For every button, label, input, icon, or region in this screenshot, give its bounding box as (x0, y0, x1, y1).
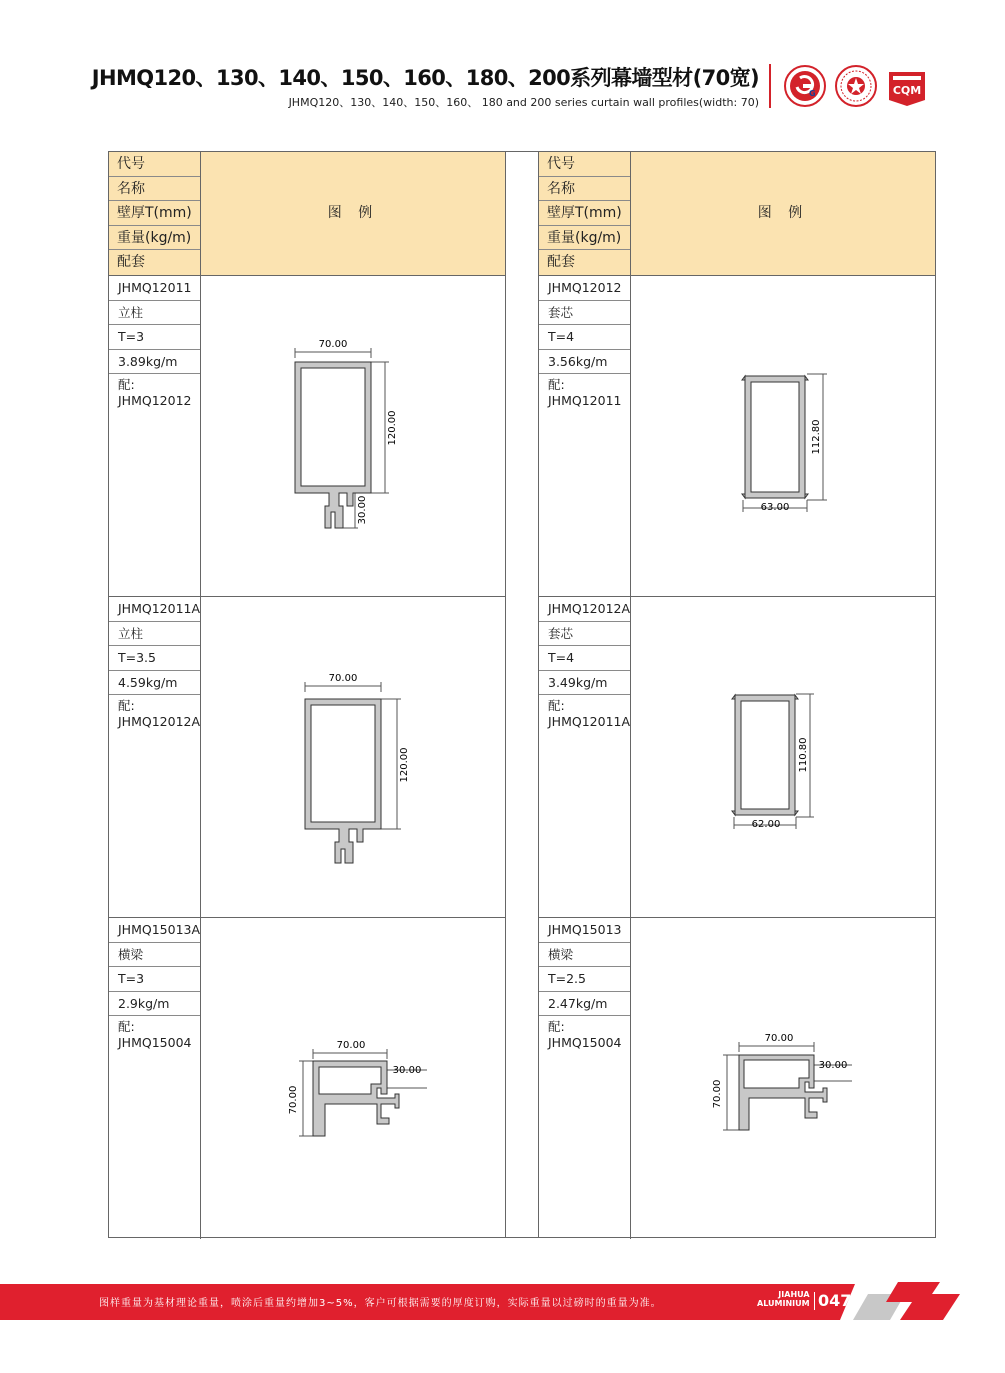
dim-width: 63.00 (760, 502, 790, 513)
quality-seal-icon (834, 64, 878, 108)
header-match-label: 配套 (117, 254, 145, 271)
table-row (109, 918, 505, 1239)
brand-mark (757, 1290, 810, 1308)
dim-width: 70.00 (336, 1040, 366, 1051)
profile-weight: 2.47kg/m (539, 992, 630, 1017)
footer-note: 图样重量为基材理论重量，喷涂后重量约增加3~5%，客户可根据需要的厚度订购，实际重量以过磅时的重量为准。 (99, 1298, 662, 1309)
table-row (109, 276, 505, 597)
profile-name: 套芯 (539, 622, 630, 647)
table-row (109, 597, 505, 918)
match-label: 配: (548, 1019, 565, 1034)
dim-tab: 30.00 (392, 1065, 422, 1076)
profile-name: 立柱 (109, 301, 200, 326)
match-code: JHMQ12012 (118, 393, 192, 408)
table-row (539, 918, 935, 1239)
profile-weight: 4.59kg/m (109, 671, 200, 696)
header-thickness-label: 壁厚T(mm) (539, 201, 630, 226)
brand-line2: ALUMINIUM (757, 1299, 810, 1308)
dim-width: 70.00 (764, 1033, 794, 1044)
page-subtitle: JHMQ120、130、140、150、160、 180 and 200 series curtain wall profiles(width: 70) (288, 96, 759, 109)
profile-drawing (631, 597, 935, 917)
profile-drawing (201, 918, 505, 1239)
match-label: 配: (548, 377, 565, 392)
profile-table-right (538, 151, 936, 1238)
profile-weight: 3.49kg/m (539, 671, 630, 696)
header-figure-label: 图 例 (757, 205, 809, 221)
profile-code: JHMQ12012A (539, 597, 630, 622)
profile-drawing (631, 276, 935, 596)
match-code: JHMQ12012A (118, 714, 201, 729)
profile-thickness: T=3 (109, 967, 200, 992)
header-code-label: 代号 (109, 152, 200, 177)
table-row (539, 276, 935, 597)
match-label: 配: (118, 1019, 135, 1034)
gb-logo-icon (783, 64, 827, 108)
table-header (109, 152, 505, 276)
profile-thickness: T=4 (539, 325, 630, 350)
profile-code: JHMQ15013A (109, 918, 200, 943)
profile-drawing (201, 276, 505, 596)
profile-code: JHMQ12012 (539, 276, 630, 301)
profile-weight: 3.89kg/m (109, 350, 200, 375)
header-weight-label: 重量(kg/m) (539, 226, 630, 251)
dim-height: 112.80 (811, 419, 822, 455)
profile-thickness: T=4 (539, 646, 630, 671)
profile-name: 立柱 (109, 622, 200, 647)
page-number: 047 (818, 1291, 852, 1310)
page-divider (814, 1292, 815, 1310)
cqm-logo-icon (885, 64, 929, 108)
dim-height: 70.00 (288, 1085, 299, 1115)
match-code: JHMQ15004 (548, 1035, 622, 1050)
header-name-label: 名称 (539, 177, 630, 202)
profile-name: 横梁 (109, 943, 200, 968)
page-title: JHMQ120、130、140、150、160、180、200系列幕墙型材(70宽) (91, 66, 759, 90)
profile-name: 套芯 (539, 301, 630, 326)
profile-code: JHMQ12011A (109, 597, 200, 622)
profile-table-left (108, 151, 506, 1238)
profile-weight: 3.56kg/m (539, 350, 630, 375)
table-header (539, 152, 935, 276)
match-label: 配: (118, 377, 135, 392)
brand-line1: JIAHUA (778, 1290, 810, 1299)
match-code: JHMQ15004 (118, 1035, 192, 1050)
header-figure-label: 图 例 (327, 205, 379, 221)
profile-thickness: T=3.5 (109, 646, 200, 671)
profile-code: JHMQ15013 (539, 918, 630, 943)
match-code: JHMQ12011 (548, 393, 622, 408)
table-row (539, 597, 935, 918)
dim-tab: 30.00 (357, 495, 368, 525)
profile-drawing (201, 597, 505, 917)
gb-logo-text: G (809, 89, 816, 98)
header-name-label: 名称 (109, 177, 200, 202)
header-weight-label: 重量(kg/m) (109, 226, 200, 251)
header-divider (769, 64, 771, 108)
header-thickness-label: 壁厚T(mm) (109, 201, 200, 226)
profile-weight: 2.9kg/m (109, 992, 200, 1017)
dim-height: 70.00 (712, 1079, 723, 1109)
profile-thickness: T=2.5 (539, 967, 630, 992)
match-code: JHMQ12011A (548, 714, 631, 729)
table-gap (505, 151, 538, 1238)
match-label: 配: (118, 698, 135, 713)
dim-width: 70.00 (328, 673, 358, 684)
dim-width: 70.00 (318, 339, 348, 350)
header-code-label: 代号 (539, 152, 630, 177)
profile-thickness: T=3 (109, 325, 200, 350)
profile-code: JHMQ12011 (109, 276, 200, 301)
dim-tab: 30.00 (818, 1060, 848, 1071)
dim-height: 120.00 (399, 747, 410, 783)
cqm-logo-text: CQM (892, 84, 922, 97)
header-match-label: 配套 (547, 254, 575, 271)
match-label: 配: (548, 698, 565, 713)
profile-name: 横梁 (539, 943, 630, 968)
dim-width: 62.00 (751, 819, 781, 830)
dim-height: 110.80 (798, 737, 809, 773)
profile-drawing (631, 918, 935, 1239)
dim-height: 120.00 (387, 410, 398, 446)
